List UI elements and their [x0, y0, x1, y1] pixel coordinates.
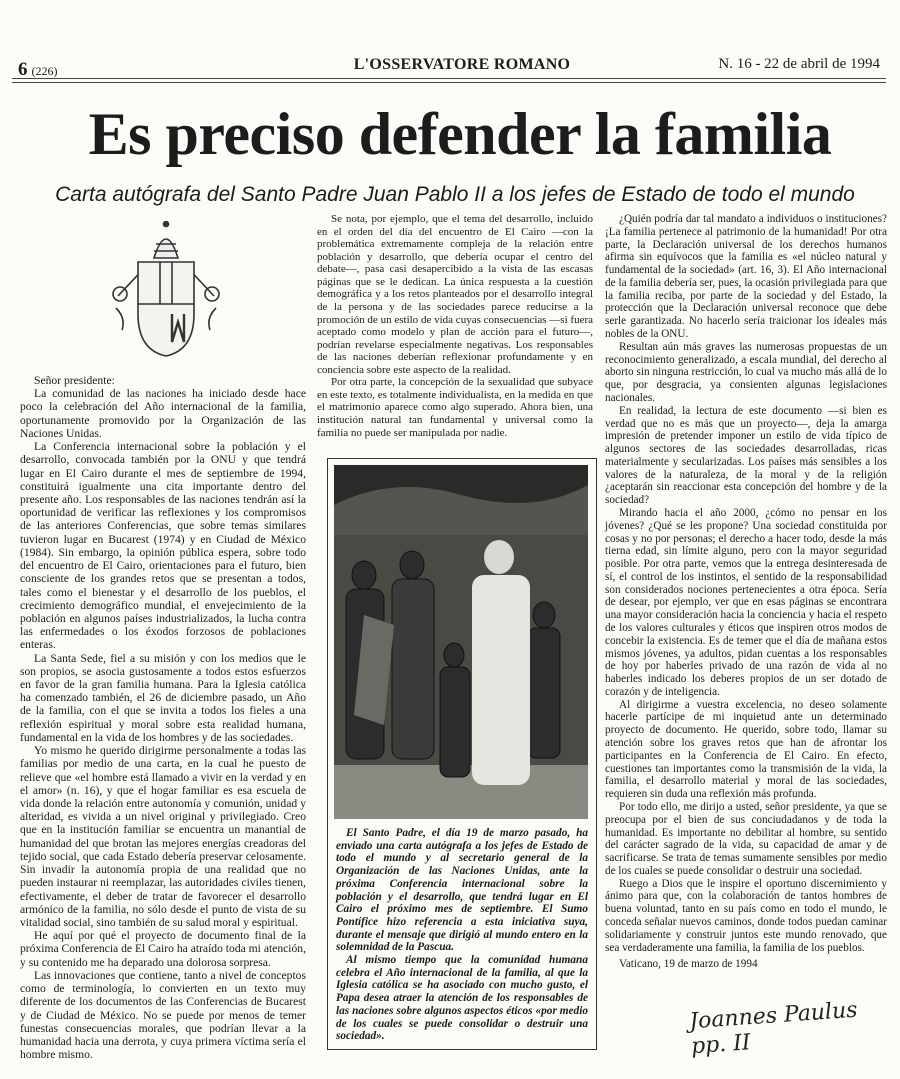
signature: Joannes Paulus pp. II	[688, 997, 859, 1060]
closing-place-date: Vaticano, 19 de marzo de 1994	[619, 958, 758, 971]
paragraph: Se nota, por ejemplo, que el tema del desarrollo, incluido en el orden del día del encuentro de El Cairo —con la problemática extremamente compleja de la relación entre población y desarrollo, que debería ocupar el centro del debate—, pasa casi desapercibido a la vista de las escasas páginas que se le dedican. La única respuesta a la cuestión demográfica y a los retos planteados por el desarrollo integral de la persona y de las sociedades parece reducirse a la promoción de un estilo de vida cuyas consecuencias —si fuera aceptado como modelo y plan de acción para el futuro—, podrían revelarse especialmente negativas. Los responsables de las naciones deberían reflexionar profundamente y en conciencia sobre este aspecto de la realidad.	[317, 213, 593, 376]
caption-paragraph: El Santo Padre, el día 19 de marzo pasado, ha enviado una carta autógrafa a los jefes de Estado de todo el mundo y al secretario general de la Organización de las Naciones Unidas, ante la próxima Conferencia internacional sobre la población y el desarrollo, que tendrá lugar en El Cairo el próximo mes de septiembre. El Sumo Pontífice hizo referencia a esta iniciativa suya, durante el mensaje que dirigió al mundo entero en la solemnidad de la Pascua.	[336, 827, 588, 954]
salutation: Señor presidente:	[34, 374, 115, 387]
header-rule-secondary	[12, 82, 886, 83]
newspaper-name: L'OSSERVATORE ROMANO	[353, 56, 571, 73]
article-column-3	[605, 213, 887, 971]
issue-date: N. 16 - 22 de abril de 1994	[718, 56, 880, 72]
paragraph: Por todo ello, me dirijo a usted, señor presidente, ya que se preocupa por el bien de sus conciudadanos y de toda la humanidad. Es importante no debilitar al hombre, su sentido del carácter sagrado de la vida, su capacidad de amar y de sacrificarse. Se trata de temas sumamente sensibles por medio de los cuales se puede consolidar o destruir una sociedad.	[605, 800, 887, 877]
paragraph: En realidad, la lectura de este documento —si bien es verdad que no es más que un proyecto—, deja la amarga impresión de pretender imponer un estilo de vida típico de algunos sectores de las sociedades desarrolladas, ricas materialmente y secularizadas. Los países más sensibles a los valores de la naturaleza, de la moral y de la religión ¿aceptarán sin reaccionar esta concepción del hombre y de la sociedad?	[605, 404, 887, 507]
paragraph: La comunidad de las naciones ha iniciado desde hace poco la celebración del Año internacional de la familia, oportunamente promovido por la Organización de las Naciones Unidas.	[20, 387, 306, 440]
paragraph: Las innovaciones que contiene, tanto a nivel de conceptos como de terminología, lo convierten en un texto muy diferente de los documentos de las Conferencias de Bucarest y de Ciudad de México. No se puede por menos de temer funestas consecuencias morales, que podrían llevar a la humanidad hacia una derrota, y cuya primera víctima sería el hombre mismo.	[20, 968, 306, 1062]
paragraph: He aquí por qué el proyecto de documento final de la próxima Conferencia de El Cairo ha atraído toda mi atención, y su contenido me ha deparado una dolorosa sorpresa.	[20, 929, 306, 969]
header-rule	[12, 78, 886, 79]
caption-paragraph: Al mismo tiempo que la comunidad humana celebra el Año internacional de la familia, al que la Iglesia católica se ha asociado con mucho gusto, el Papa desea atraer la atención de los responsables de las naciones sobre algunos aspectos éticos «por medio de los cuales se puede consolidar o destruir una sociedad».	[336, 954, 588, 1043]
article-title: Es preciso defender la familia	[88, 101, 832, 167]
page-number: 6 (226)	[18, 59, 58, 80]
paragraph: Yo mismo he querido dirigirme personalmente a todas las familias por medio de una carta, en la cual he puesto de relieve que «el hombre está llamado a vivir en la verdad y en el amor» (n. 16), y que el hogar familiar es esa escuela de vida donde la relación entre autonomía y comunión, unidad y alteridad, es vivida a un nivel original y privilegiado. Creo que en la institución familiar se encuentra un manantial de humanidad del que brotan las mejores energías creadoras del tejido social, que cada Estado debería preservar celosamente. Sin invadir la autonomía propia de una realidad que no pueden instaurar ni reemplazar, las autoridades civiles tienen, efectivamente, el deber de tratar de favorecer el desarrollo armónico de la familia, no sólo desde el punto de vista de su vitalidad social, sino también de su salud moral y espiritual.	[20, 744, 306, 929]
paragraph: Por otra parte, la concepción de la sexualidad que subyace en este texto, es totalmente individualista, en la medida en que el matrimonio aparece como algo superado. Ahora bien, una institución natural tan fundamental y universal como la familia no puede ser manipulada por nadie.	[317, 376, 593, 439]
paragraph: Mirando hacia el año 2000, ¿cómo no pensar en los jóvenes? ¿Qué se les propone? Una sociedad constituida por cosas y no por personas; el derecho a hacer todo, desde la más tierna edad, sin límite alguno, pero con la mayor seguridad posible. Por otra parte, vemos que la entrega desinteresada de sí, el control de los instintos, el sentido de la responsabilidad son considerados nociones pertenecientes a otra época. Sería de desear, por ejemplo, ver que en esas páginas se encontrara una mayor consideración hacia la conciencia y hacia el respeto de los valores culturales y éticos que inspiren otros modos de concebir la existencia. Es de temer que el día de mañana estos mismos jóvenes, ya adultos, pidan cuentas a los responsables de hoy por haberles privado de una razón de vida al no haberles indicado los deberes propios de un ser dotado de corazón y de inteligencia.	[605, 506, 887, 698]
article-column-2	[317, 213, 593, 439]
paragraph: La Conferencia internacional sobre la población y el desarrollo, convocada también por la ONU y que tendrá lugar en El Cairo durante el mes de septiembre de 1994, constituirá igualmente una cita importante dentro del presente año. Los responsables de las naciones tendrán así la oportunidad de verificar las reflexiones y los compromisos de las anteriores Conferencias, que sobre temas similares tuvieron lugar en Bucarest (1974) y en Ciudad de México (1984). Sin embargo, la opinión pública espera, sobre todo del encuentro de El Cairo, orientaciones para el futuro, bien consciente de los grandes retos que se presentan a todos, tales como el bienestar y el desarrollo de los pueblos, el crecimiento demográfico mundial, el envejecimiento de la población en algunos países industrializados, la lucha contra las enfermedades o los éxodos forzosos de poblaciones enteras.	[20, 440, 306, 652]
article-column-1	[20, 374, 306, 1061]
page-ref: (226)	[31, 64, 58, 78]
photo-caption	[336, 827, 588, 1043]
papal-coat-of-arms-icon	[108, 218, 224, 358]
paragraph: Ruego a Dios que le inspire el oportuno discernimiento y ánimo para que, con la colaboración de tantos hombres de buena voluntad, tanto en su país como en todo el mundo, le conceda señalar nuevos caminos, donde todos puedan caminar solidariamente y construir juntos este mundo renovado, que sea verdaderamente una familia, la familia de los pueblos.	[605, 877, 887, 954]
paragraph: La Santa Sede, fiel a su misión y con los medios que le son propios, se asocia gustosamente a todos estos esfuerzos en favor de la gran familia humana. Para la Iglesia católica ha comenzado también, el 26 de diciembre pasado, un Año de la familia, con el que se invita a todos los fieles a una reflexión espiritual y moral sobre esta realidad humana, fundamental en la vida de los hombres y de las sociedades.	[20, 651, 306, 744]
photo-pope-with-families	[334, 465, 588, 819]
article-subtitle: Carta autógrafa del Santo Padre Juan Pablo II a los jefes de Estado de todo el mundo	[55, 183, 855, 206]
paragraph: Resultan aún más graves las numerosas propuestas de un reconocimiento generalizado, a escala mundial, del derecho al aborto sin ninguna restricción, lo cual va mucho más allá de lo que, por desgracia, ya consienten algunas legislaciones nacionales.	[605, 340, 887, 404]
paragraph: Al dirigirme a vuestra excelencia, no deseo solamente hacerle partícipe de mi inquietud ante un determinado proyecto de documento. He querido, sobre todo, llamar su atención sobre los graves retos que han de afrontar los participantes en la Conferencia de El Cairo. En efecto, cuestiones tan importantes como la transmisión de la vida, la familia, el desarrollo material y moral de las sociedades, requieren sin duda una reflexión más profunda.	[605, 698, 887, 801]
paragraph: ¿Quién podría dar tal mandato a individuos o instituciones? ¡La familia pertenece al patrimonio de la humanidad! Por otra parte, la Declaración universal de los derechos humanos afirma sin equívocos que la familia es «el núcleo natural y fundamental de la sociedad» (art. 16, 3). El Año internacional de la familia debería ser, pues, la ocasión privilegiada para que la familia reciba, por parte de la sociedad y del Estado, la protección que la Declaración universal reconoce que debe serle garantizada. No hacerlo sería traicionar los ideales más nobles de la ONU.	[605, 213, 887, 341]
